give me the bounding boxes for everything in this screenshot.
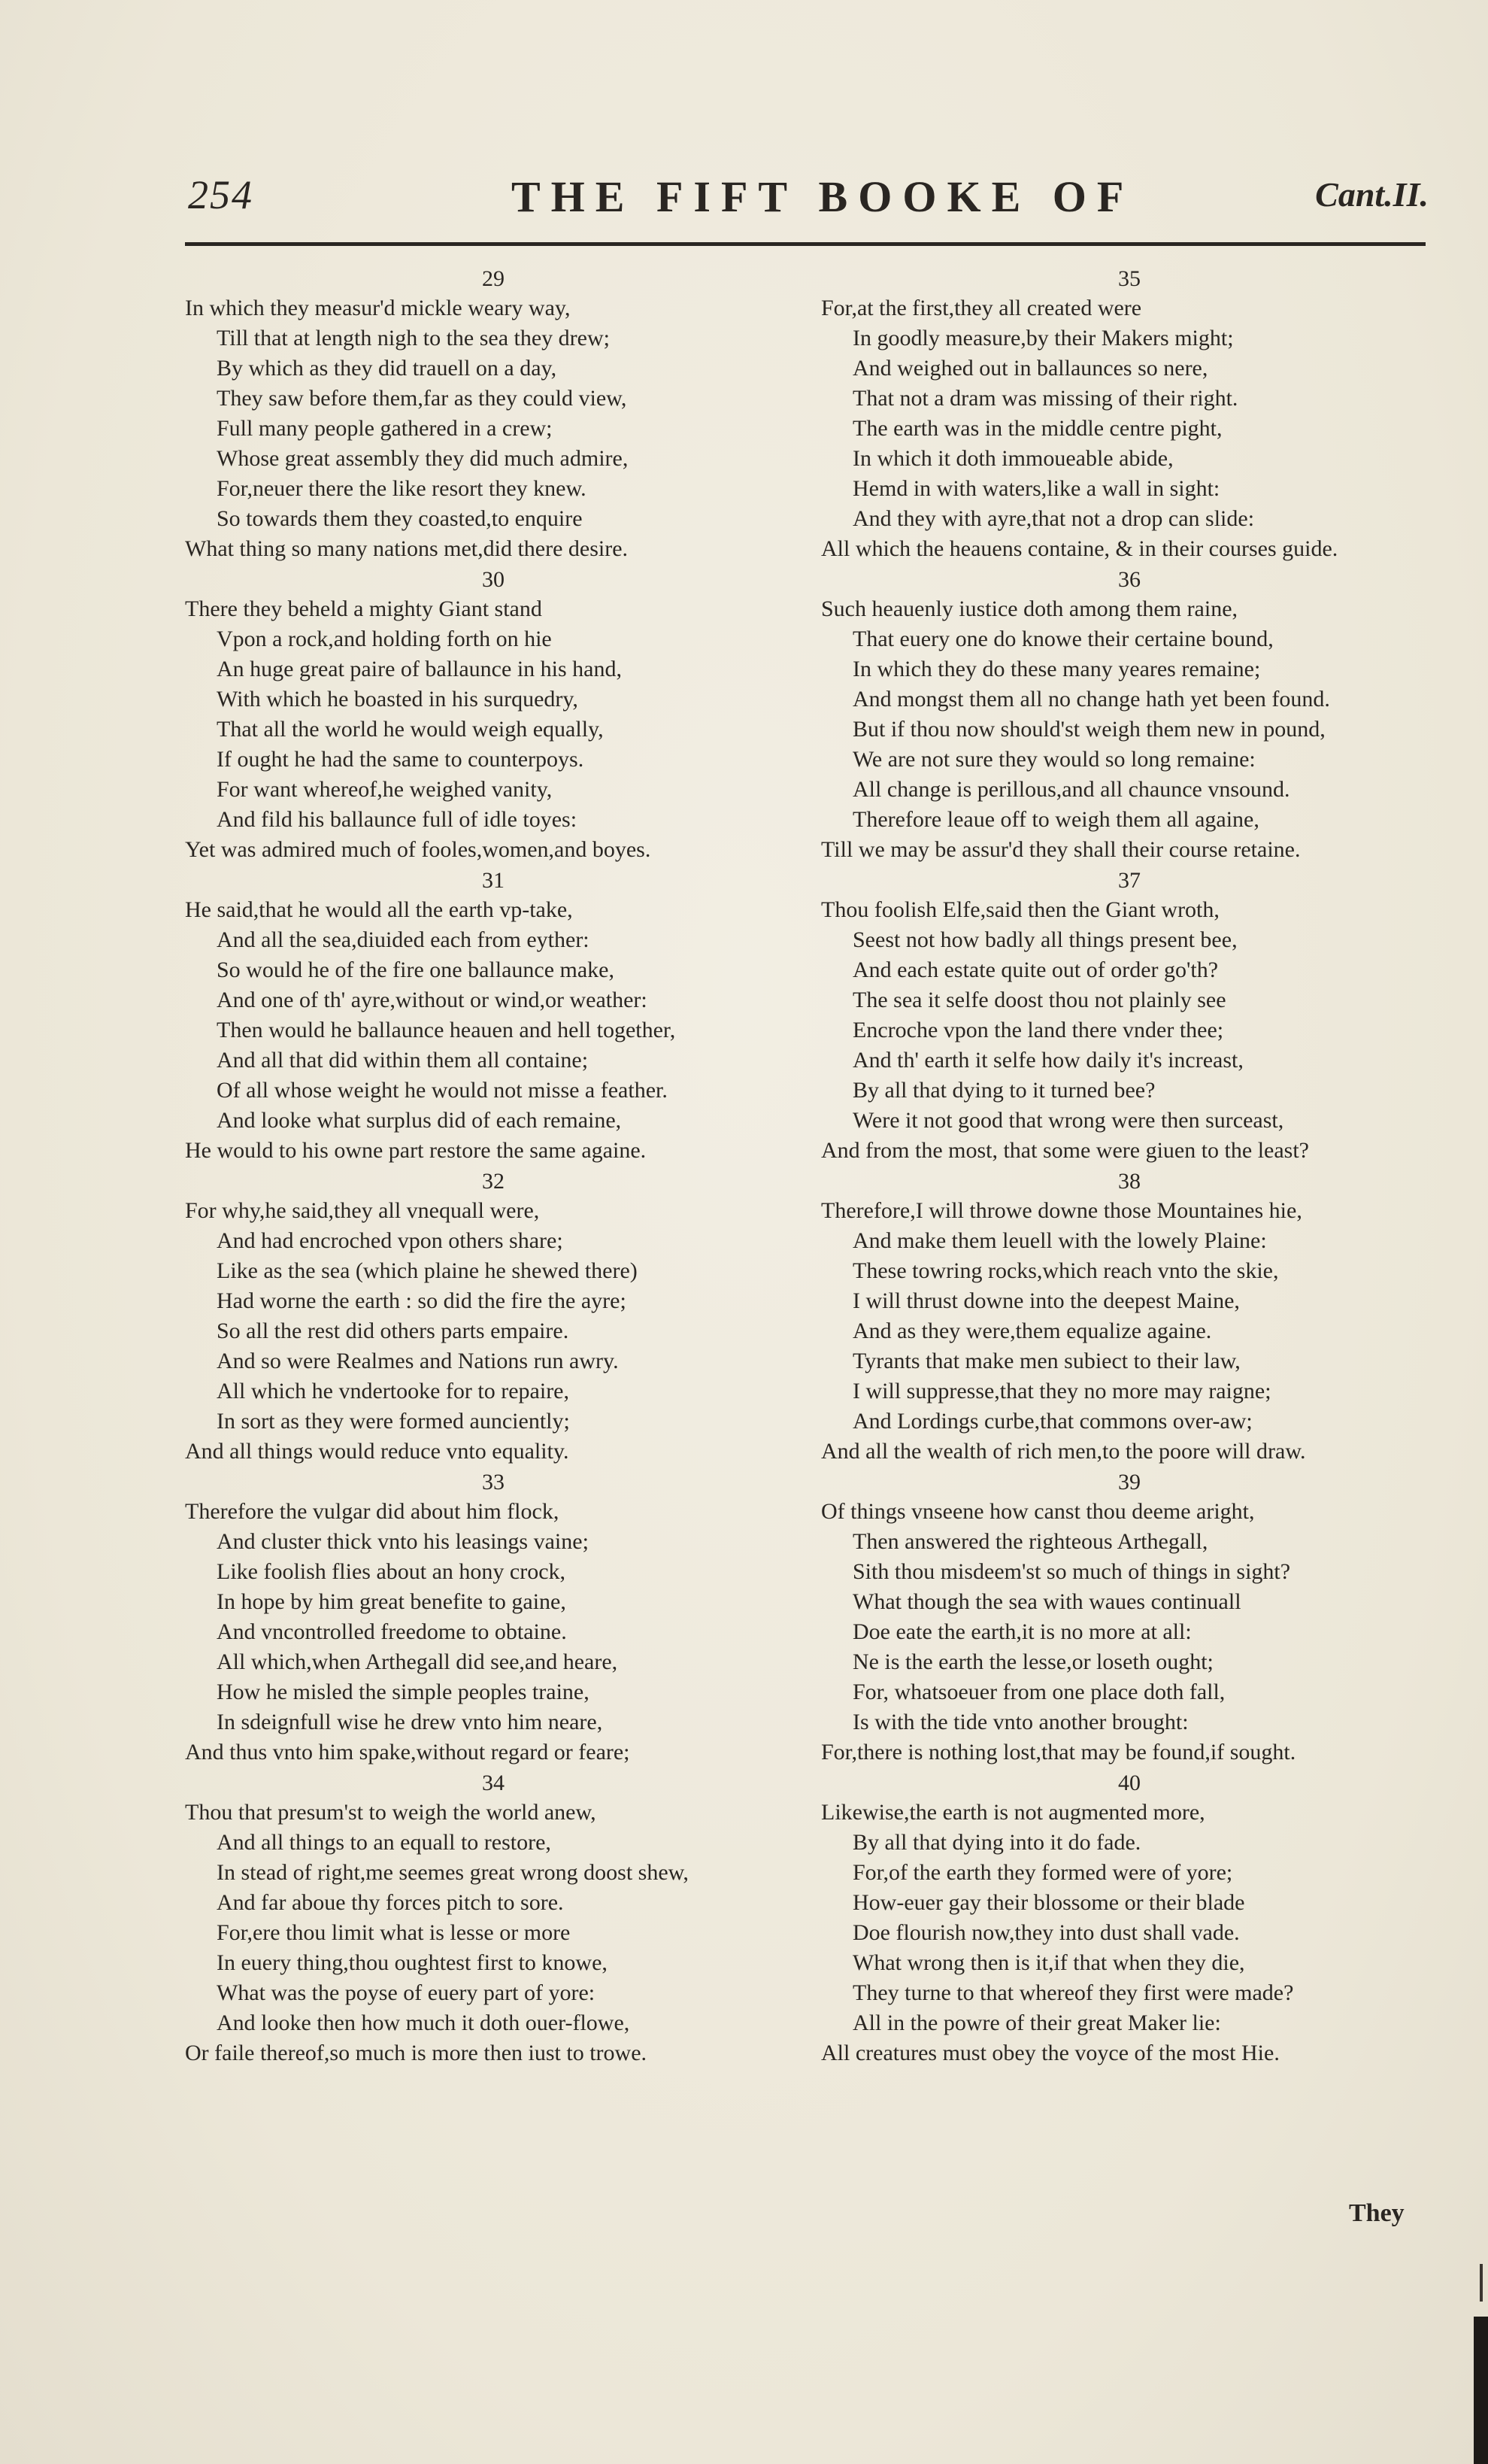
canto-reference: Cant.II. — [1315, 175, 1429, 214]
verse-line: These towring rocks,which reach vnto the skie, — [853, 1258, 1279, 1283]
verse-line: With which he boasted in his surquedry, — [217, 687, 578, 712]
verse-line: All in the powre of their great Maker lie: — [853, 2010, 1221, 2035]
stanza — [185, 268, 802, 564]
page-edge-mark — [1480, 2264, 1483, 2302]
catchword: They — [1349, 2199, 1405, 2227]
verse-line: We are not sure they would so long remaine: — [853, 747, 1256, 772]
verse-line: Till that at length nigh to the sea they drew; — [217, 326, 610, 350]
verse-line: And cluster thick vnto his leasings vaine; — [217, 1529, 589, 1554]
verse-line: For, whatsoeuer from one place doth fall, — [853, 1680, 1226, 1704]
verse-line: An huge great paire of ballaunce in his hand, — [217, 657, 622, 681]
stanza — [821, 1772, 1438, 2068]
verse-line: All which the heauens containe, & in their courses guide. — [821, 536, 1338, 561]
verse-line: So would he of the fire one ballaunce make, — [217, 957, 614, 982]
verse-line: If ought he had the same to counterpoys. — [217, 747, 584, 772]
verse-line: Therefore the vulgar did about him flock, — [185, 1499, 559, 1524]
stanza-number: 39 — [1118, 1470, 1141, 1494]
verse-line: He said,that he would all the earth vp-take, — [185, 897, 573, 922]
verse-line: Like as the sea (which plaine he shewed there) — [217, 1258, 638, 1283]
verse-line: In which they do these many yeares remaine; — [853, 657, 1261, 681]
verse-line: And far aboue thy forces pitch to sore. — [217, 1890, 564, 1915]
verse-line: There they beheld a mighty Giant stand — [185, 596, 542, 621]
verse-line: And fild his ballaunce full of idle toyes: — [217, 807, 577, 832]
verse-line: Till we may be assur'd they shall their course retaine. — [821, 837, 1301, 862]
page-header — [180, 171, 1429, 232]
verse-line: Then would he ballaunce heauen and hell together, — [217, 1018, 676, 1042]
verse-line: But if thou now should'st weigh them new in pound, — [853, 717, 1326, 742]
verse-line: Like foolish flies about an hony crock, — [217, 1559, 566, 1584]
verse-line: By all that dying into it do fade. — [853, 1830, 1141, 1855]
verse-line: What wrong then is it,if that when they die, — [853, 1950, 1245, 1975]
verse-line: And all things would reduce vnto equality. — [185, 1439, 569, 1464]
verse-line: Or faile thereof,so much is more then iust to trowe. — [185, 2041, 647, 2065]
verse-line: Thou foolish Elfe,said then the Giant wroth, — [821, 897, 1220, 922]
verse-line: And all things to an equall to restore, — [217, 1830, 551, 1855]
stanza-number: 29 — [482, 266, 505, 291]
verse-line: And weighed out in ballaunces so nere, — [853, 356, 1208, 381]
left-column — [185, 263, 802, 2068]
verse-line: Full many people gathered in a crew; — [217, 416, 553, 441]
verse-line: In hope by him great benefite to gaine, — [217, 1589, 566, 1614]
verse-line: In sdeignfull wise he drew vnto him neare, — [217, 1710, 603, 1734]
verse-line: What though the sea with waues continuall — [853, 1589, 1241, 1614]
verse-line: By which as they did trauell on a day, — [217, 356, 557, 381]
verse-line: For want whereof,he weighed vanity, — [217, 777, 553, 802]
verse-line: Hemd in with waters,like a wall in sight: — [853, 476, 1220, 501]
verse-line: Vpon a rock,and holding forth on hie — [217, 627, 552, 651]
stanza — [821, 869, 1438, 1166]
verse-line: Therefore,I will throwe downe those Mountaines hie, — [821, 1198, 1302, 1223]
verse-line: I will thrust downe into the deepest Maine, — [853, 1288, 1240, 1313]
verse-line: In which it doth immoueable abide, — [853, 446, 1174, 471]
page-edge-shadow — [1474, 2317, 1488, 2464]
verse-line: Therefore leaue off to weigh them all againe, — [853, 807, 1259, 832]
stanza — [821, 268, 1438, 564]
verse-line: The sea it selfe doost thou not plainly see — [853, 988, 1226, 1012]
verse-line: And one of th' ayre,without or wind,or weather: — [217, 988, 647, 1012]
verse-line: And vncontrolled freedome to obtaine. — [217, 1619, 567, 1644]
verse-line: That all the world he would weigh equally, — [217, 717, 604, 742]
verse-line: For,there is nothing lost,that may be found,if sought. — [821, 1740, 1296, 1765]
stanza-number: 37 — [1118, 868, 1141, 893]
verse-line: For,ere thou limit what is lesse or more — [217, 1920, 571, 1945]
verse-line: All change is perillous,and all chaunce vnsound. — [853, 777, 1290, 802]
stanza — [185, 1170, 802, 1467]
verse-line: What was the poyse of euery part of yore: — [217, 1980, 596, 2005]
stanza — [185, 1471, 802, 1768]
verse-line: That euery one do knowe their certaine bound, — [853, 627, 1274, 651]
verse-line: Yet was admired much of fooles,women,and boyes. — [185, 837, 651, 862]
verse-line: And as they were,them equalize againe. — [853, 1318, 1212, 1343]
verse-line: And thus vnto him spake,without regard or feare; — [185, 1740, 630, 1765]
verse-line: And all that did within them all containe; — [217, 1048, 589, 1073]
stanza — [821, 1471, 1438, 1768]
verse-line: All creatures must obey the voyce of the most Hie. — [821, 2041, 1280, 2065]
verse-line: Then answered the righteous Arthegall, — [853, 1529, 1208, 1554]
verse-line: For,of the earth they formed were of yore; — [853, 1860, 1233, 1885]
stanza-number: 31 — [482, 868, 505, 893]
verse-line: Likewise,the earth is not augmented more, — [821, 1800, 1205, 1825]
page-number: 254 — [188, 172, 253, 217]
stanza — [185, 569, 802, 865]
stanza-number: 32 — [482, 1169, 505, 1194]
stanza-number: 35 — [1118, 266, 1141, 291]
stanza — [821, 1170, 1438, 1467]
verse-line: Encroche vpon the land there vnder thee; — [853, 1018, 1224, 1042]
verse-line: So towards them they coasted,to enquire — [217, 506, 583, 531]
verse-line: They saw before them,far as they could view, — [217, 386, 627, 411]
verse-line: Ne is the earth the lesse,or loseth ought; — [853, 1649, 1214, 1674]
verse-line: And Lordings curbe,that commons over-aw; — [853, 1409, 1253, 1434]
header-rule — [185, 242, 1426, 246]
verse-line: Of all whose weight he would not misse a feather. — [217, 1078, 668, 1103]
stanza-number: 38 — [1118, 1169, 1141, 1194]
verse-line: And from the most, that some were giuen to the least? — [821, 1138, 1309, 1163]
verse-line: And mongst them all no change hath yet been found. — [853, 687, 1330, 712]
verse-line: And had encroched vpon others share; — [217, 1228, 563, 1253]
verse-line: And each estate quite out of order go'th? — [853, 957, 1219, 982]
verse-line: Seest not how badly all things present bee, — [853, 927, 1238, 952]
verse-line: Had worne the earth : so did the fire the ayre; — [217, 1288, 626, 1313]
verse-line: All which he vndertooke for to repaire, — [217, 1379, 569, 1403]
verse-line: Doe eate the earth,it is no more at all: — [853, 1619, 1192, 1644]
verse-line: And make them leuell with the lowely Plaine: — [853, 1228, 1267, 1253]
verse-line: I will suppresse,that they no more may raigne; — [853, 1379, 1271, 1403]
verse-line: By all that dying to it turned bee? — [853, 1078, 1156, 1103]
verse-line: Sith thou misdeem'st so much of things in sight? — [853, 1559, 1291, 1584]
verse-line: And looke what surplus did of each remaine, — [217, 1108, 622, 1133]
verse-line: Tyrants that make men subiect to their law, — [853, 1349, 1241, 1373]
verse-line: Were it not good that wrong were then surceast, — [853, 1108, 1284, 1133]
verse-line: And so were Realmes and Nations run awry. — [217, 1349, 619, 1373]
verse-line: Doe flourish now,they into dust shall vade. — [853, 1920, 1240, 1945]
verse-line: They turne to that whereof they first were made? — [853, 1980, 1294, 2005]
verse-line: In which they measur'd mickle weary way, — [185, 296, 571, 320]
verse-line: Such heauenly iustice doth among them raine, — [821, 596, 1238, 621]
stanza-number: 33 — [482, 1470, 505, 1494]
verse-line: And all the sea,diuided each from eyther: — [217, 927, 589, 952]
verse-line: How he misled the simple peoples traine, — [217, 1680, 589, 1704]
stanza-number: 36 — [1118, 567, 1141, 592]
verse-line: For,neuer there the like resort they knew. — [217, 476, 586, 501]
verse-line: In stead of right,me seemes great wrong doost shew, — [217, 1860, 689, 1885]
verse-line: In goodly measure,by their Makers might; — [853, 326, 1234, 350]
verse-line: So all the rest did others parts empaire. — [217, 1318, 569, 1343]
stanza-number: 30 — [482, 567, 505, 592]
verse-line: Whose great assembly they did much admire, — [217, 446, 629, 471]
verse-line: In euery thing,thou oughtest first to knowe, — [217, 1950, 608, 1975]
verse-line: How-euer gay their blossome or their blade — [853, 1890, 1245, 1915]
verse-line: And all the wealth of rich men,to the poore will draw. — [821, 1439, 1306, 1464]
verse-line: What thing so many nations met,did there desire. — [185, 536, 629, 561]
verse-line: In sort as they were formed aunciently; — [217, 1409, 570, 1434]
stanza-number: 34 — [482, 1771, 505, 1795]
stanza — [185, 1772, 802, 2068]
verse-line: He would to his owne part restore the same againe. — [185, 1138, 647, 1163]
verse-line: For,at the first,they all created were — [821, 296, 1142, 320]
verse-line: Of things vnseene how canst thou deeme aright, — [821, 1499, 1255, 1524]
verse-line: Thou that presum'st to weigh the world anew, — [185, 1800, 596, 1825]
right-column — [821, 263, 1438, 2068]
verse-line: Is with the tide vnto another brought: — [853, 1710, 1189, 1734]
stanza — [821, 569, 1438, 865]
stanza-number: 40 — [1118, 1771, 1141, 1795]
verse-line: The earth was in the middle centre pight, — [853, 416, 1223, 441]
running-title: THE FIFT BOOKE OF — [511, 172, 1135, 221]
verse-line: All which,when Arthegall did see,and heare, — [217, 1649, 618, 1674]
verse-line: For why,he said,they all vnequall were, — [185, 1198, 540, 1223]
stanza — [185, 869, 802, 1166]
verse-line: That not a dram was missing of their right. — [853, 386, 1238, 411]
verse-line: And th' earth it selfe how daily it's increast, — [853, 1048, 1244, 1073]
verse-line: And looke then how much it doth ouer-flowe, — [217, 2010, 630, 2035]
verse-line: And they with ayre,that not a drop can slide: — [853, 506, 1255, 531]
